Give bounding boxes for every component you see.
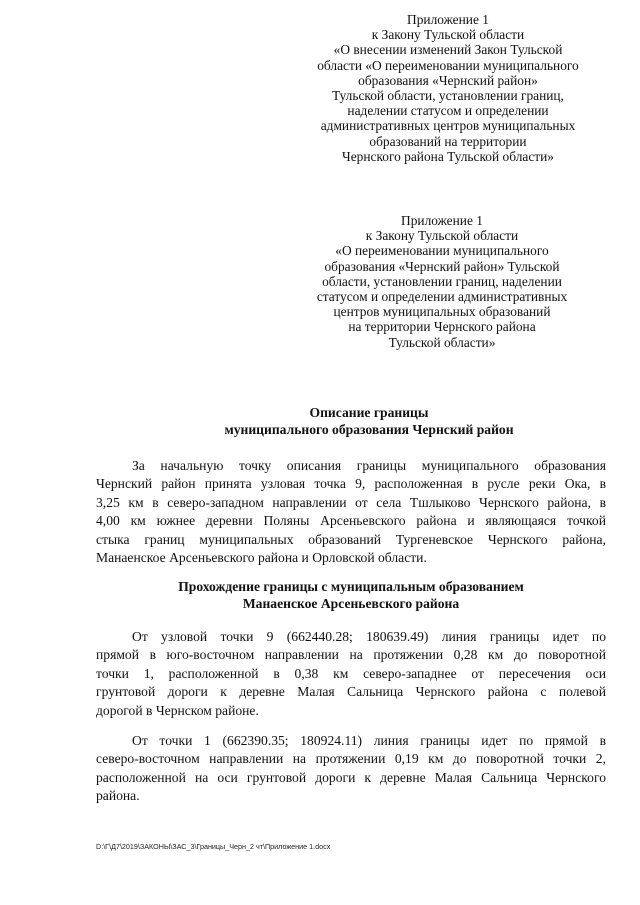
paragraph-line: дорогой в Чернском районе. (96, 702, 259, 718)
paragraph-line: северо-восточном направлении на протяжении 0,19 км до поворотной точки 2, (96, 751, 606, 767)
paragraph-line: грунтовой дороги к деревне Малая Сальница Чернского района с полевой (96, 684, 606, 700)
section-heading-line: Прохождение границы с муниципальным образованием (178, 579, 524, 594)
annex-line: области «О переименовании муниципального (317, 57, 579, 73)
annex-line: Приложение 1 (407, 12, 489, 27)
boundary-paragraph-2 (96, 732, 606, 806)
intro-paragraph (96, 457, 606, 567)
annex-line: центров муниципальных образований (333, 304, 551, 320)
annex-line: Приложение 1 (401, 213, 483, 228)
annex-line: к Закону Тульской области (371, 27, 525, 43)
paragraph-line: От точки 1 (662390.35; 180924.11) линия границы идет по прямой в (132, 733, 606, 748)
annex-line: «О внесении изменений Закон Тульской (333, 42, 563, 58)
title-line: Описание границы (309, 405, 429, 420)
paragraph-line: За начальную точку описания границы муниципального образования (132, 458, 606, 473)
boundary-paragraph-1 (96, 628, 606, 720)
annex-line: к Закону Тульской области (365, 228, 519, 244)
document-title (108, 404, 630, 438)
annex-line: статусом и определении административных (316, 289, 568, 305)
paragraph-line: стыка границ муниципальных образований Тургеневское Чернского района, (96, 531, 606, 547)
paragraph-line: От узловой точки 9 (662440.28; 180639.49) линия границы идет по (132, 629, 606, 644)
title-line: муниципального образования Чернский район (224, 422, 514, 437)
annex-line: Тульской области, установлении границ, (332, 88, 564, 104)
annex-line: на территории Чернского района (348, 319, 536, 335)
paragraph-line: точки 1, расположенной в 0,38 км северо-западнее от пересечения оси (96, 665, 606, 681)
annex-line: административных центров муниципальных (320, 118, 576, 134)
annex-line: наделении статусом и определении (347, 103, 549, 119)
paragraph-line: района. (96, 788, 140, 804)
annex-line: образования «Чернский район» Тульской (324, 258, 560, 274)
annex-line: образования «Чернский район» (358, 72, 538, 88)
paragraph-line: 4,00 км южнее деревни Поляны Арсеньевского района и являющаяся точкой (96, 513, 606, 529)
section-heading (90, 578, 612, 612)
paragraph-line: Манаенское Арсеньевского района и Орловской области. (96, 549, 427, 565)
file-path-footer: D:\Г\Д7\2019\ЗАКОНЫ\ЗАС_3\Границы_Черн_2 чт\Приложение 1.docx (96, 842, 331, 851)
annex-header-amendment (290, 12, 606, 164)
paragraph-line: расположенной на оси грунтовой дороги к деревне Малая Сальница Чернского (96, 769, 606, 785)
annex-line: «О переименовании муниципального (335, 243, 549, 259)
annex-line: Тульской области» (388, 334, 496, 350)
annex-line: образований на территории (369, 133, 527, 149)
annex-line: области, установлении границ, наделении (322, 273, 562, 289)
paragraph-line: прямой в юго-восточном направлении на протяжении 0,28 км до поворотной (96, 647, 606, 663)
paragraph-line: 3,25 км в северо-западном направлении от села Тшлыково Чернского района, в (96, 494, 606, 510)
annex-line: Чернского района Тульской области» (342, 148, 554, 164)
annex-header-original (284, 213, 600, 350)
section-heading-line: Манаенское Арсеньевского района (242, 596, 460, 611)
paragraph-line: Чернский район принята узловая точка 9, расположенная в русле реки Ока, в (96, 476, 606, 492)
